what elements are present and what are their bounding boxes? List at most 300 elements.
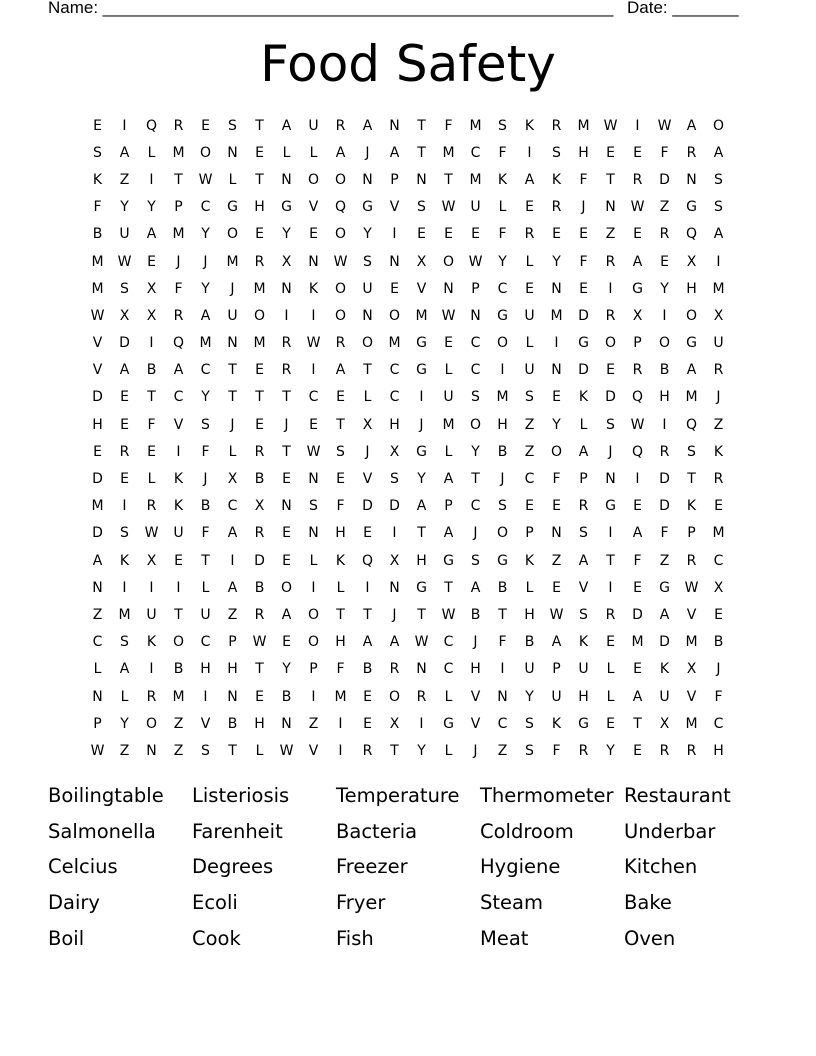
grid-letter[interactable]: D bbox=[632, 606, 643, 623]
grid-letter[interactable]: T bbox=[255, 171, 264, 188]
grid-letter[interactable]: I bbox=[662, 307, 667, 324]
grid-letter[interactable]: Q bbox=[685, 226, 698, 243]
grid-letter[interactable]: A bbox=[362, 117, 373, 134]
grid-letter[interactable]: G bbox=[281, 199, 292, 216]
grid-letter[interactable]: L bbox=[93, 661, 102, 678]
grid-letter[interactable]: L bbox=[444, 443, 453, 460]
grid-letter[interactable]: C bbox=[713, 715, 724, 732]
grid-letter[interactable]: I bbox=[149, 171, 154, 188]
grid-letter[interactable]: M bbox=[712, 525, 725, 542]
grid-letter[interactable]: A bbox=[443, 471, 454, 488]
grid-letter[interactable]: A bbox=[713, 226, 724, 243]
grid-letter[interactable]: J bbox=[716, 389, 721, 406]
grid-letter[interactable]: C bbox=[443, 661, 454, 678]
grid-letter[interactable]: U bbox=[524, 362, 535, 379]
grid-letter[interactable]: L bbox=[120, 688, 129, 705]
grid-letter[interactable]: F bbox=[633, 552, 642, 569]
grid-letter[interactable]: B bbox=[227, 715, 238, 732]
grid-letter[interactable]: E bbox=[633, 579, 642, 596]
grid-letter[interactable]: X bbox=[686, 253, 697, 270]
grid-letter[interactable]: O bbox=[361, 335, 374, 352]
grid-letter[interactable]: M bbox=[685, 715, 698, 732]
grid-letter[interactable]: W bbox=[441, 307, 456, 324]
grid-letter[interactable]: A bbox=[119, 661, 130, 678]
grid-letter[interactable]: G bbox=[443, 552, 454, 569]
grid-letter[interactable]: X bbox=[281, 253, 292, 270]
grid-letter[interactable]: T bbox=[255, 389, 264, 406]
grid-letter[interactable]: F bbox=[660, 525, 669, 542]
grid-letter[interactable]: I bbox=[203, 688, 208, 705]
grid-letter[interactable]: C bbox=[443, 634, 454, 651]
grid-letter[interactable]: R bbox=[686, 144, 697, 161]
grid-letter[interactable]: S bbox=[525, 389, 534, 406]
grid-letter[interactable]: O bbox=[172, 634, 185, 651]
grid-letter[interactable]: A bbox=[281, 117, 292, 134]
grid-letter[interactable]: A bbox=[578, 552, 589, 569]
grid-letter[interactable]: T bbox=[390, 742, 399, 759]
grid-letter[interactable]: I bbox=[311, 307, 316, 324]
grid-letter[interactable]: P bbox=[174, 199, 183, 216]
grid-letter[interactable]: J bbox=[365, 443, 370, 460]
grid-letter[interactable]: E bbox=[255, 226, 264, 243]
grid-letter[interactable]: C bbox=[497, 715, 508, 732]
grid-letter[interactable]: R bbox=[713, 471, 724, 488]
grid-letter[interactable]: O bbox=[334, 171, 347, 188]
grid-letter[interactable]: D bbox=[659, 498, 670, 515]
grid-letter[interactable]: C bbox=[524, 471, 535, 488]
grid-letter[interactable]: D bbox=[605, 389, 616, 406]
grid-letter[interactable]: T bbox=[687, 471, 696, 488]
grid-letter[interactable]: M bbox=[91, 280, 104, 297]
grid-letter[interactable]: L bbox=[363, 389, 372, 406]
grid-letter[interactable]: Y bbox=[363, 226, 372, 243]
grid-letter[interactable]: N bbox=[416, 171, 427, 188]
grid-letter[interactable]: R bbox=[605, 606, 616, 623]
grid-letter[interactable]: I bbox=[716, 253, 721, 270]
grid-letter[interactable]: O bbox=[307, 171, 320, 188]
grid-letter[interactable]: T bbox=[606, 552, 615, 569]
grid-letter[interactable]: O bbox=[307, 606, 320, 623]
grid-letter[interactable]: I bbox=[338, 715, 343, 732]
grid-letter[interactable]: B bbox=[173, 661, 184, 678]
grid-letter[interactable]: E bbox=[417, 226, 426, 243]
grid-letter[interactable]: O bbox=[442, 253, 455, 270]
grid-letter[interactable]: B bbox=[281, 688, 292, 705]
grid-letter[interactable]: Q bbox=[631, 389, 644, 406]
grid-letter[interactable]: E bbox=[714, 606, 723, 623]
grid-letter[interactable]: T bbox=[255, 117, 264, 134]
grid-letter[interactable]: A bbox=[92, 552, 103, 569]
grid-letter[interactable]: I bbox=[608, 525, 613, 542]
grid-letter[interactable]: H bbox=[335, 634, 346, 651]
grid-letter[interactable]: W bbox=[684, 579, 699, 596]
grid-letter[interactable]: S bbox=[336, 443, 345, 460]
grid-letter[interactable]: A bbox=[389, 144, 400, 161]
grid-letter[interactable]: J bbox=[716, 661, 721, 678]
grid-letter[interactable]: F bbox=[201, 443, 210, 460]
grid-letter[interactable]: N bbox=[362, 171, 373, 188]
grid-letter[interactable]: E bbox=[282, 471, 291, 488]
grid-letter[interactable]: V bbox=[686, 606, 697, 623]
grid-letter[interactable]: H bbox=[470, 661, 481, 678]
grid-letter[interactable]: X bbox=[146, 307, 157, 324]
grid-letter[interactable]: U bbox=[578, 661, 589, 678]
date-field[interactable]: Date: _______ bbox=[627, 0, 739, 17]
grid-letter[interactable]: P bbox=[309, 661, 318, 678]
grid-letter[interactable]: M bbox=[712, 280, 725, 297]
grid-letter[interactable]: U bbox=[227, 307, 238, 324]
grid-letter[interactable]: I bbox=[122, 498, 127, 515]
grid-letter[interactable]: E bbox=[174, 552, 183, 569]
grid-letter[interactable]: B bbox=[254, 579, 265, 596]
grid-letter[interactable]: U bbox=[524, 661, 535, 678]
grid-letter[interactable]: L bbox=[444, 362, 453, 379]
grid-letter[interactable]: Z bbox=[173, 715, 184, 732]
grid-letter[interactable]: R bbox=[254, 525, 265, 542]
grid-letter[interactable]: T bbox=[174, 171, 183, 188]
grid-letter[interactable]: Z bbox=[119, 171, 130, 188]
grid-letter[interactable]: H bbox=[659, 389, 670, 406]
grid-letter[interactable]: E bbox=[606, 715, 615, 732]
grid-letter[interactable]: K bbox=[173, 471, 184, 488]
grid-letter[interactable]: W bbox=[441, 199, 456, 216]
grid-letter[interactable]: I bbox=[176, 579, 181, 596]
grid-letter[interactable]: A bbox=[200, 307, 211, 324]
grid-letter[interactable]: J bbox=[176, 253, 181, 270]
grid-letter[interactable]: S bbox=[471, 552, 480, 569]
grid-letter[interactable]: T bbox=[444, 171, 453, 188]
grid-letter[interactable]: M bbox=[496, 389, 509, 406]
grid-letter[interactable]: R bbox=[254, 253, 265, 270]
grid-letter[interactable]: N bbox=[92, 688, 103, 705]
grid-letter[interactable]: E bbox=[606, 362, 615, 379]
grid-letter[interactable]: F bbox=[444, 117, 453, 134]
grid-letter[interactable]: G bbox=[416, 443, 427, 460]
grid-letter[interactable]: L bbox=[201, 579, 210, 596]
grid-letter[interactable]: T bbox=[606, 171, 615, 188]
grid-letter[interactable]: M bbox=[172, 144, 185, 161]
grid-letter[interactable]: S bbox=[714, 171, 723, 188]
grid-letter[interactable]: B bbox=[254, 471, 265, 488]
grid-letter[interactable]: N bbox=[497, 688, 508, 705]
grid-letter[interactable]: T bbox=[282, 389, 291, 406]
grid-letter[interactable]: K bbox=[551, 715, 562, 732]
grid-letter[interactable]: I bbox=[608, 579, 613, 596]
grid-letter[interactable]: W bbox=[117, 253, 132, 270]
grid-letter[interactable]: L bbox=[147, 471, 156, 488]
grid-letter[interactable]: L bbox=[444, 688, 453, 705]
grid-letter[interactable]: E bbox=[363, 715, 372, 732]
grid-letter[interactable]: T bbox=[336, 416, 345, 433]
grid-letter[interactable]: N bbox=[389, 253, 400, 270]
grid-letter[interactable]: N bbox=[281, 280, 292, 297]
grid-letter[interactable]: T bbox=[363, 362, 372, 379]
grid-letter[interactable]: P bbox=[444, 498, 453, 515]
grid-letter[interactable]: Z bbox=[605, 226, 616, 243]
grid-letter[interactable]: F bbox=[498, 144, 507, 161]
grid-letter[interactable]: N bbox=[470, 307, 481, 324]
grid-letter[interactable]: A bbox=[659, 606, 670, 623]
grid-letter[interactable]: D bbox=[659, 634, 670, 651]
grid-letter[interactable]: J bbox=[230, 280, 235, 297]
grid-letter[interactable]: O bbox=[712, 117, 725, 134]
grid-letter[interactable]: N bbox=[605, 199, 616, 216]
grid-letter[interactable]: H bbox=[200, 661, 211, 678]
grid-letter[interactable]: H bbox=[254, 715, 265, 732]
grid-letter[interactable]: R bbox=[713, 362, 724, 379]
grid-letter[interactable]: E bbox=[525, 199, 534, 216]
grid-letter[interactable]: A bbox=[632, 253, 643, 270]
grid-letter[interactable]: N bbox=[281, 498, 292, 515]
grid-letter[interactable]: O bbox=[658, 335, 671, 352]
grid-letter[interactable]: M bbox=[631, 634, 644, 651]
grid-letter[interactable]: O bbox=[226, 226, 239, 243]
grid-letter[interactable]: I bbox=[662, 416, 667, 433]
grid-letter[interactable]: C bbox=[497, 280, 508, 297]
grid-letter[interactable]: Z bbox=[497, 742, 508, 759]
grid-letter[interactable]: T bbox=[228, 742, 237, 759]
grid-letter[interactable]: K bbox=[578, 634, 589, 651]
grid-letter[interactable]: I bbox=[608, 280, 613, 297]
grid-letter[interactable]: M bbox=[469, 171, 482, 188]
grid-letter[interactable]: C bbox=[308, 389, 319, 406]
grid-letter[interactable]: A bbox=[335, 144, 346, 161]
grid-letter[interactable]: T bbox=[255, 661, 264, 678]
grid-letter[interactable]: Z bbox=[524, 416, 535, 433]
grid-letter[interactable]: F bbox=[174, 280, 183, 297]
grid-letter[interactable]: D bbox=[362, 498, 373, 515]
grid-letter[interactable]: R bbox=[686, 552, 697, 569]
grid-letter[interactable]: M bbox=[199, 335, 212, 352]
grid-letter[interactable]: E bbox=[147, 253, 156, 270]
grid-letter[interactable]: D bbox=[659, 471, 670, 488]
grid-letter[interactable]: M bbox=[91, 498, 104, 515]
grid-letter[interactable]: X bbox=[362, 416, 373, 433]
grid-letter[interactable]: I bbox=[635, 117, 640, 134]
grid-letter[interactable]: A bbox=[362, 634, 373, 651]
grid-letter[interactable]: I bbox=[311, 688, 316, 705]
grid-letter[interactable]: R bbox=[578, 498, 589, 515]
grid-letter[interactable]: M bbox=[577, 117, 590, 134]
grid-letter[interactable]: C bbox=[389, 362, 400, 379]
grid-letter[interactable]: E bbox=[255, 144, 264, 161]
grid-letter[interactable]: A bbox=[470, 579, 481, 596]
grid-letter[interactable]: V bbox=[308, 742, 319, 759]
grid-letter[interactable]: R bbox=[605, 253, 616, 270]
grid-letter[interactable]: L bbox=[444, 742, 453, 759]
grid-letter[interactable]: I bbox=[365, 579, 370, 596]
grid-letter[interactable]: S bbox=[120, 634, 129, 651]
grid-letter[interactable]: R bbox=[659, 443, 670, 460]
grid-letter[interactable]: B bbox=[497, 579, 508, 596]
grid-letter[interactable]: N bbox=[551, 280, 562, 297]
grid-letter[interactable]: S bbox=[120, 525, 129, 542]
grid-letter[interactable]: W bbox=[414, 634, 429, 651]
grid-letter[interactable]: L bbox=[525, 335, 534, 352]
grid-letter[interactable]: R bbox=[551, 199, 562, 216]
grid-letter[interactable]: X bbox=[254, 498, 265, 515]
grid-letter[interactable]: V bbox=[92, 335, 103, 352]
grid-letter[interactable]: K bbox=[578, 389, 589, 406]
grid-letter[interactable]: G bbox=[605, 498, 616, 515]
grid-letter[interactable]: N bbox=[227, 144, 238, 161]
grid-letter[interactable]: A bbox=[416, 498, 427, 515]
grid-letter[interactable]: T bbox=[417, 606, 426, 623]
grid-letter[interactable]: E bbox=[201, 117, 210, 134]
grid-letter[interactable]: R bbox=[146, 688, 157, 705]
grid-letter[interactable]: K bbox=[335, 552, 346, 569]
grid-letter[interactable]: K bbox=[173, 498, 184, 515]
grid-letter[interactable]: V bbox=[470, 688, 481, 705]
grid-letter[interactable]: G bbox=[227, 199, 238, 216]
grid-letter[interactable]: P bbox=[228, 634, 237, 651]
grid-letter[interactable]: E bbox=[120, 471, 129, 488]
grid-letter[interactable]: G bbox=[362, 199, 373, 216]
grid-letter[interactable]: A bbox=[119, 362, 130, 379]
grid-letter[interactable]: D bbox=[659, 171, 670, 188]
grid-letter[interactable]: R bbox=[551, 117, 562, 134]
grid-letter[interactable]: W bbox=[603, 117, 618, 134]
grid-letter[interactable]: C bbox=[470, 144, 481, 161]
grid-letter[interactable]: W bbox=[441, 606, 456, 623]
grid-letter[interactable]: B bbox=[362, 661, 373, 678]
grid-letter[interactable]: E bbox=[444, 226, 453, 243]
grid-letter[interactable]: A bbox=[632, 688, 643, 705]
grid-letter[interactable]: I bbox=[338, 742, 343, 759]
grid-letter[interactable]: R bbox=[686, 742, 697, 759]
grid-letter[interactable]: O bbox=[199, 144, 212, 161]
grid-letter[interactable]: L bbox=[525, 253, 534, 270]
grid-letter[interactable]: L bbox=[309, 144, 318, 161]
grid-letter[interactable]: C bbox=[470, 362, 481, 379]
grid-letter[interactable]: D bbox=[254, 552, 265, 569]
grid-letter[interactable]: F bbox=[93, 199, 102, 216]
grid-letter[interactable]: Z bbox=[659, 552, 670, 569]
grid-letter[interactable]: B bbox=[713, 634, 724, 651]
grid-letter[interactable]: I bbox=[284, 307, 289, 324]
grid-letter[interactable]: C bbox=[173, 389, 184, 406]
grid-letter[interactable]: E bbox=[120, 389, 129, 406]
grid-letter[interactable]: T bbox=[174, 606, 183, 623]
grid-letter[interactable]: Y bbox=[120, 715, 129, 732]
grid-letter[interactable]: P bbox=[390, 171, 399, 188]
grid-letter[interactable]: V bbox=[470, 715, 481, 732]
grid-letter[interactable]: J bbox=[608, 443, 613, 460]
grid-letter[interactable]: J bbox=[203, 253, 208, 270]
grid-letter[interactable]: E bbox=[93, 443, 102, 460]
grid-letter[interactable]: T bbox=[282, 443, 291, 460]
grid-letter[interactable]: A bbox=[524, 171, 535, 188]
grid-letter[interactable]: N bbox=[92, 579, 103, 596]
grid-letter[interactable]: R bbox=[416, 688, 427, 705]
grid-letter[interactable]: M bbox=[253, 280, 266, 297]
grid-letter[interactable]: N bbox=[227, 335, 238, 352]
grid-letter[interactable]: W bbox=[333, 253, 348, 270]
grid-letter[interactable]: K bbox=[146, 634, 157, 651]
grid-letter[interactable]: M bbox=[226, 253, 239, 270]
grid-letter[interactable]: L bbox=[498, 199, 507, 216]
grid-letter[interactable]: C bbox=[200, 199, 211, 216]
grid-letter[interactable]: X bbox=[659, 715, 670, 732]
grid-letter[interactable]: D bbox=[92, 525, 103, 542]
grid-letter[interactable]: T bbox=[444, 579, 453, 596]
grid-letter[interactable]: F bbox=[201, 525, 210, 542]
grid-letter[interactable]: I bbox=[149, 335, 154, 352]
grid-letter[interactable]: H bbox=[389, 416, 400, 433]
grid-letter[interactable]: H bbox=[92, 416, 103, 433]
grid-letter[interactable]: T bbox=[228, 389, 237, 406]
grid-letter[interactable]: Q bbox=[685, 416, 698, 433]
grid-letter[interactable]: U bbox=[713, 335, 724, 352]
grid-letter[interactable]: J bbox=[203, 471, 208, 488]
grid-letter[interactable]: H bbox=[335, 525, 346, 542]
grid-letter[interactable]: J bbox=[230, 416, 235, 433]
grid-letter[interactable]: W bbox=[90, 742, 105, 759]
grid-letter[interactable]: M bbox=[91, 253, 104, 270]
grid-letter[interactable]: F bbox=[336, 661, 345, 678]
grid-letter[interactable]: A bbox=[335, 362, 346, 379]
grid-letter[interactable]: C bbox=[200, 362, 211, 379]
grid-letter[interactable]: J bbox=[473, 634, 478, 651]
grid-letter[interactable]: E bbox=[714, 498, 723, 515]
grid-letter[interactable]: U bbox=[173, 525, 184, 542]
grid-letter[interactable]: R bbox=[578, 742, 589, 759]
grid-letter[interactable]: S bbox=[498, 498, 507, 515]
grid-letter[interactable]: U bbox=[551, 688, 562, 705]
grid-letter[interactable]: F bbox=[552, 471, 561, 488]
grid-letter[interactable]: K bbox=[551, 171, 562, 188]
grid-letter[interactable]: A bbox=[686, 362, 697, 379]
grid-letter[interactable]: N bbox=[281, 171, 292, 188]
grid-letter[interactable]: K bbox=[92, 171, 103, 188]
grid-letter[interactable]: I bbox=[419, 389, 424, 406]
grid-letter[interactable]: Y bbox=[660, 280, 669, 297]
grid-letter[interactable]: E bbox=[147, 443, 156, 460]
grid-letter[interactable]: K bbox=[497, 171, 508, 188]
grid-letter[interactable]: Y bbox=[552, 416, 561, 433]
grid-letter[interactable]: E bbox=[552, 389, 561, 406]
grid-letter[interactable]: H bbox=[254, 199, 265, 216]
grid-letter[interactable]: H bbox=[497, 416, 508, 433]
grid-letter[interactable]: C bbox=[470, 498, 481, 515]
grid-letter[interactable]: E bbox=[633, 226, 642, 243]
grid-letter[interactable]: E bbox=[606, 634, 615, 651]
grid-letter[interactable]: V bbox=[308, 199, 319, 216]
grid-letter[interactable]: O bbox=[280, 579, 293, 596]
grid-letter[interactable]: K bbox=[686, 498, 697, 515]
grid-letter[interactable]: Y bbox=[525, 688, 534, 705]
grid-letter[interactable]: T bbox=[417, 117, 426, 134]
grid-letter[interactable]: E bbox=[255, 362, 264, 379]
grid-letter[interactable]: L bbox=[606, 688, 615, 705]
grid-letter[interactable]: T bbox=[498, 606, 507, 623]
grid-letter[interactable]: S bbox=[525, 715, 534, 732]
grid-letter[interactable]: E bbox=[633, 498, 642, 515]
grid-letter[interactable]: E bbox=[633, 661, 642, 678]
grid-letter[interactable]: H bbox=[686, 280, 697, 297]
grid-letter[interactable]: N bbox=[227, 688, 238, 705]
grid-letter[interactable]: R bbox=[659, 742, 670, 759]
grid-letter[interactable]: R bbox=[281, 362, 292, 379]
grid-letter[interactable]: U bbox=[146, 606, 157, 623]
grid-letter[interactable]: I bbox=[392, 525, 397, 542]
grid-letter[interactable]: O bbox=[334, 280, 347, 297]
grid-letter[interactable]: L bbox=[147, 144, 156, 161]
grid-letter[interactable]: R bbox=[659, 226, 670, 243]
grid-letter[interactable]: E bbox=[255, 416, 264, 433]
grid-letter[interactable]: T bbox=[147, 389, 156, 406]
grid-letter[interactable]: K bbox=[524, 552, 535, 569]
